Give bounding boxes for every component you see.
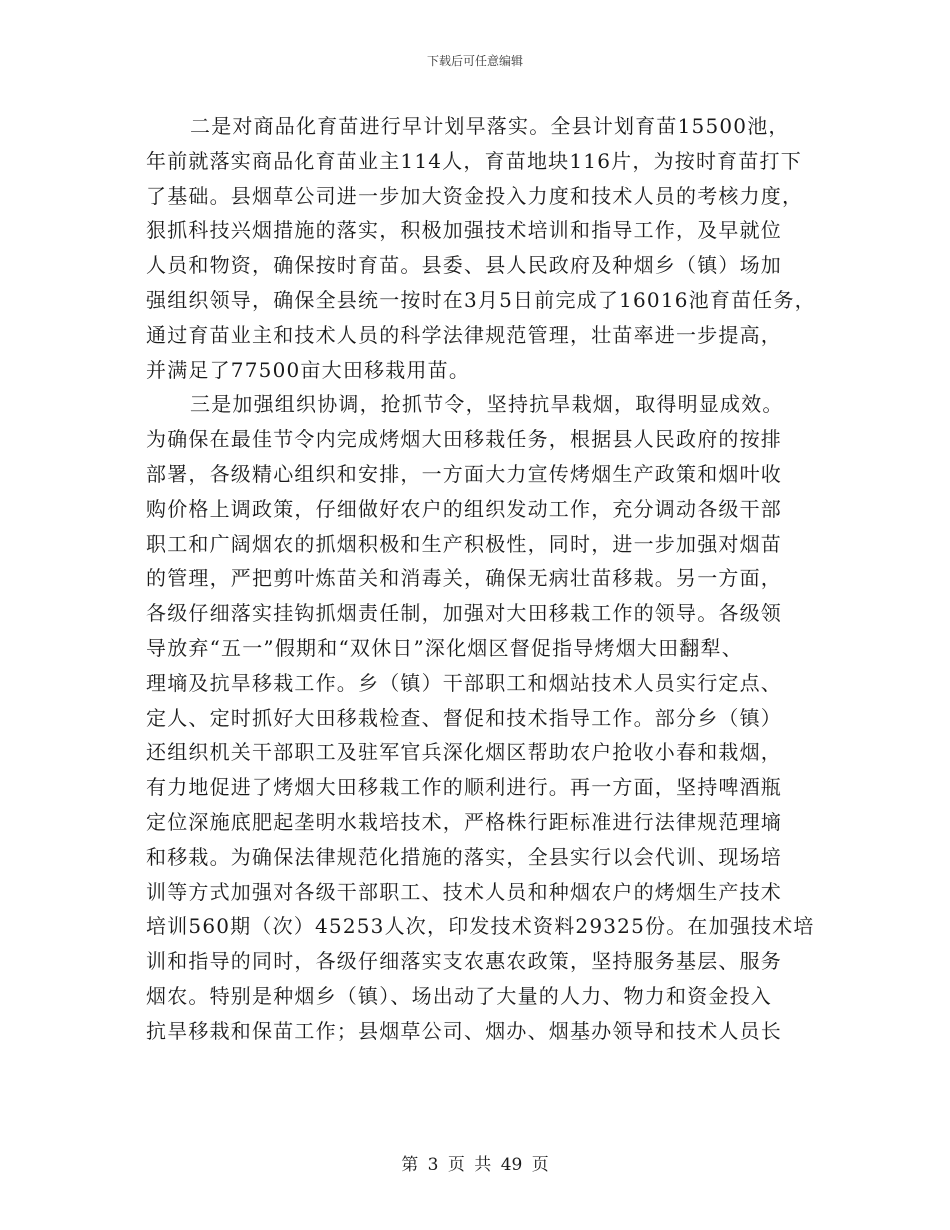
paragraph-line: 并满足了77500亩大田移栽用苗。	[146, 357, 471, 382]
paragraph-line: 购价格上调政策，仔细做好农户的组织发动工作，充分调动各级干部	[146, 496, 782, 521]
paragraph-line: 培训560期（次）45253人次，印发技术资料29325份。在加强技术培	[146, 914, 815, 939]
paragraph-line: 职工和广阔烟农的抓烟积极和生产积极性，同时，进一步加强对烟苗	[146, 531, 782, 556]
paragraph-line: 强组织领导，确保全县统一按时在3月5日前完成了16016池育苗任务，	[146, 287, 816, 312]
paragraph-line: 二是对商品化育苗进行早计划早落实。全县计划育苗15500池，	[190, 114, 790, 138]
paragraph-line: 还组织机关干部职工及驻军官兵深化烟区帮助农户抢收小春和栽烟，	[146, 740, 782, 765]
paragraph-line: 有力地促进了烤烟大田移栽工作的顺利进行。再一方面，坚持啤酒瓶	[146, 775, 782, 800]
paragraph-line: 年前就落实商品化育苗业主114人，育苗地块116片，为按时育苗打下	[146, 148, 802, 173]
paragraph-line: 训等方式加强对各级干部职工、技术人员和种烟农户的烤烟生产技术	[146, 879, 782, 904]
paragraph-line: 人员和物资，确保按时育苗。县委、县人民政府及种烟乡（镇）场加	[146, 253, 782, 278]
paragraph-line: 三是加强组织协调，抢抓节令，坚持抗旱栽烟，取得明显成效。	[190, 392, 784, 417]
paragraph-line: 定人、定时抓好大田移栽检查、督促和技术指导工作。部分乡（镇）	[146, 705, 782, 730]
paragraph-line: 部署，各级精心组织和安排，一方面大力宣传烤烟生产政策和烟叶收	[146, 461, 782, 486]
document-body	[146, 109, 826, 1049]
paragraph-line: 狠抓科技兴烟措施的落实，积极加强技术培训和指导工作，及早就位	[146, 218, 782, 243]
paragraph-line: 抗旱移栽和保苗工作；县烟草公司、烟办、烟基办领导和技术人员长	[146, 1018, 782, 1043]
paragraph-line: 通过育苗业主和技术人员的科学法律规范管理，壮苗率进一步提高，	[146, 322, 782, 347]
paragraph-line: 理墒及抗旱移栽工作。乡（镇）干部职工和烟站技术人员实行定点、	[146, 670, 782, 695]
paragraph-line: 和移栽。为确保法律规范化措施的落实，全县实行以会代训、现场培	[146, 844, 782, 869]
paragraph-line: 各级仔细落实挂钩抓烟责任制，加强对大田移栽工作的领导。各级领	[146, 601, 782, 626]
paragraph-line: 了基础。县烟草公司进一步加大资金投入力度和技术人员的考核力度，	[146, 183, 804, 208]
paragraph-line: 训和指导的同时，各级仔细落实支农惠农政策，坚持服务基层、服务	[146, 949, 782, 974]
paragraph-line: 的管理，严把剪叶炼苗关和消毒关，确保无病壮苗移栽。另一方面，	[146, 566, 782, 591]
page-number: 第 3 页 共 49 页	[401, 1155, 549, 1175]
page-header: 下载后可任意编辑	[426, 54, 523, 68]
paragraph-line: 定位深施底肥起垄明水栽培技术，严格株行距标准进行法律规范理墒	[146, 809, 782, 834]
paragraph-line: 导放弃“五一”假期和“双休日”深化烟区督促指导烤烟大田翻犁、	[146, 635, 743, 660]
paragraph-line: 为确保在最佳节令内完成烤烟大田移栽任务，根据县人民政府的按排	[146, 427, 782, 452]
paragraph-line: 烟农。特别是种烟乡（镇）、场出动了大量的人力、物力和资金投入	[146, 983, 772, 1008]
